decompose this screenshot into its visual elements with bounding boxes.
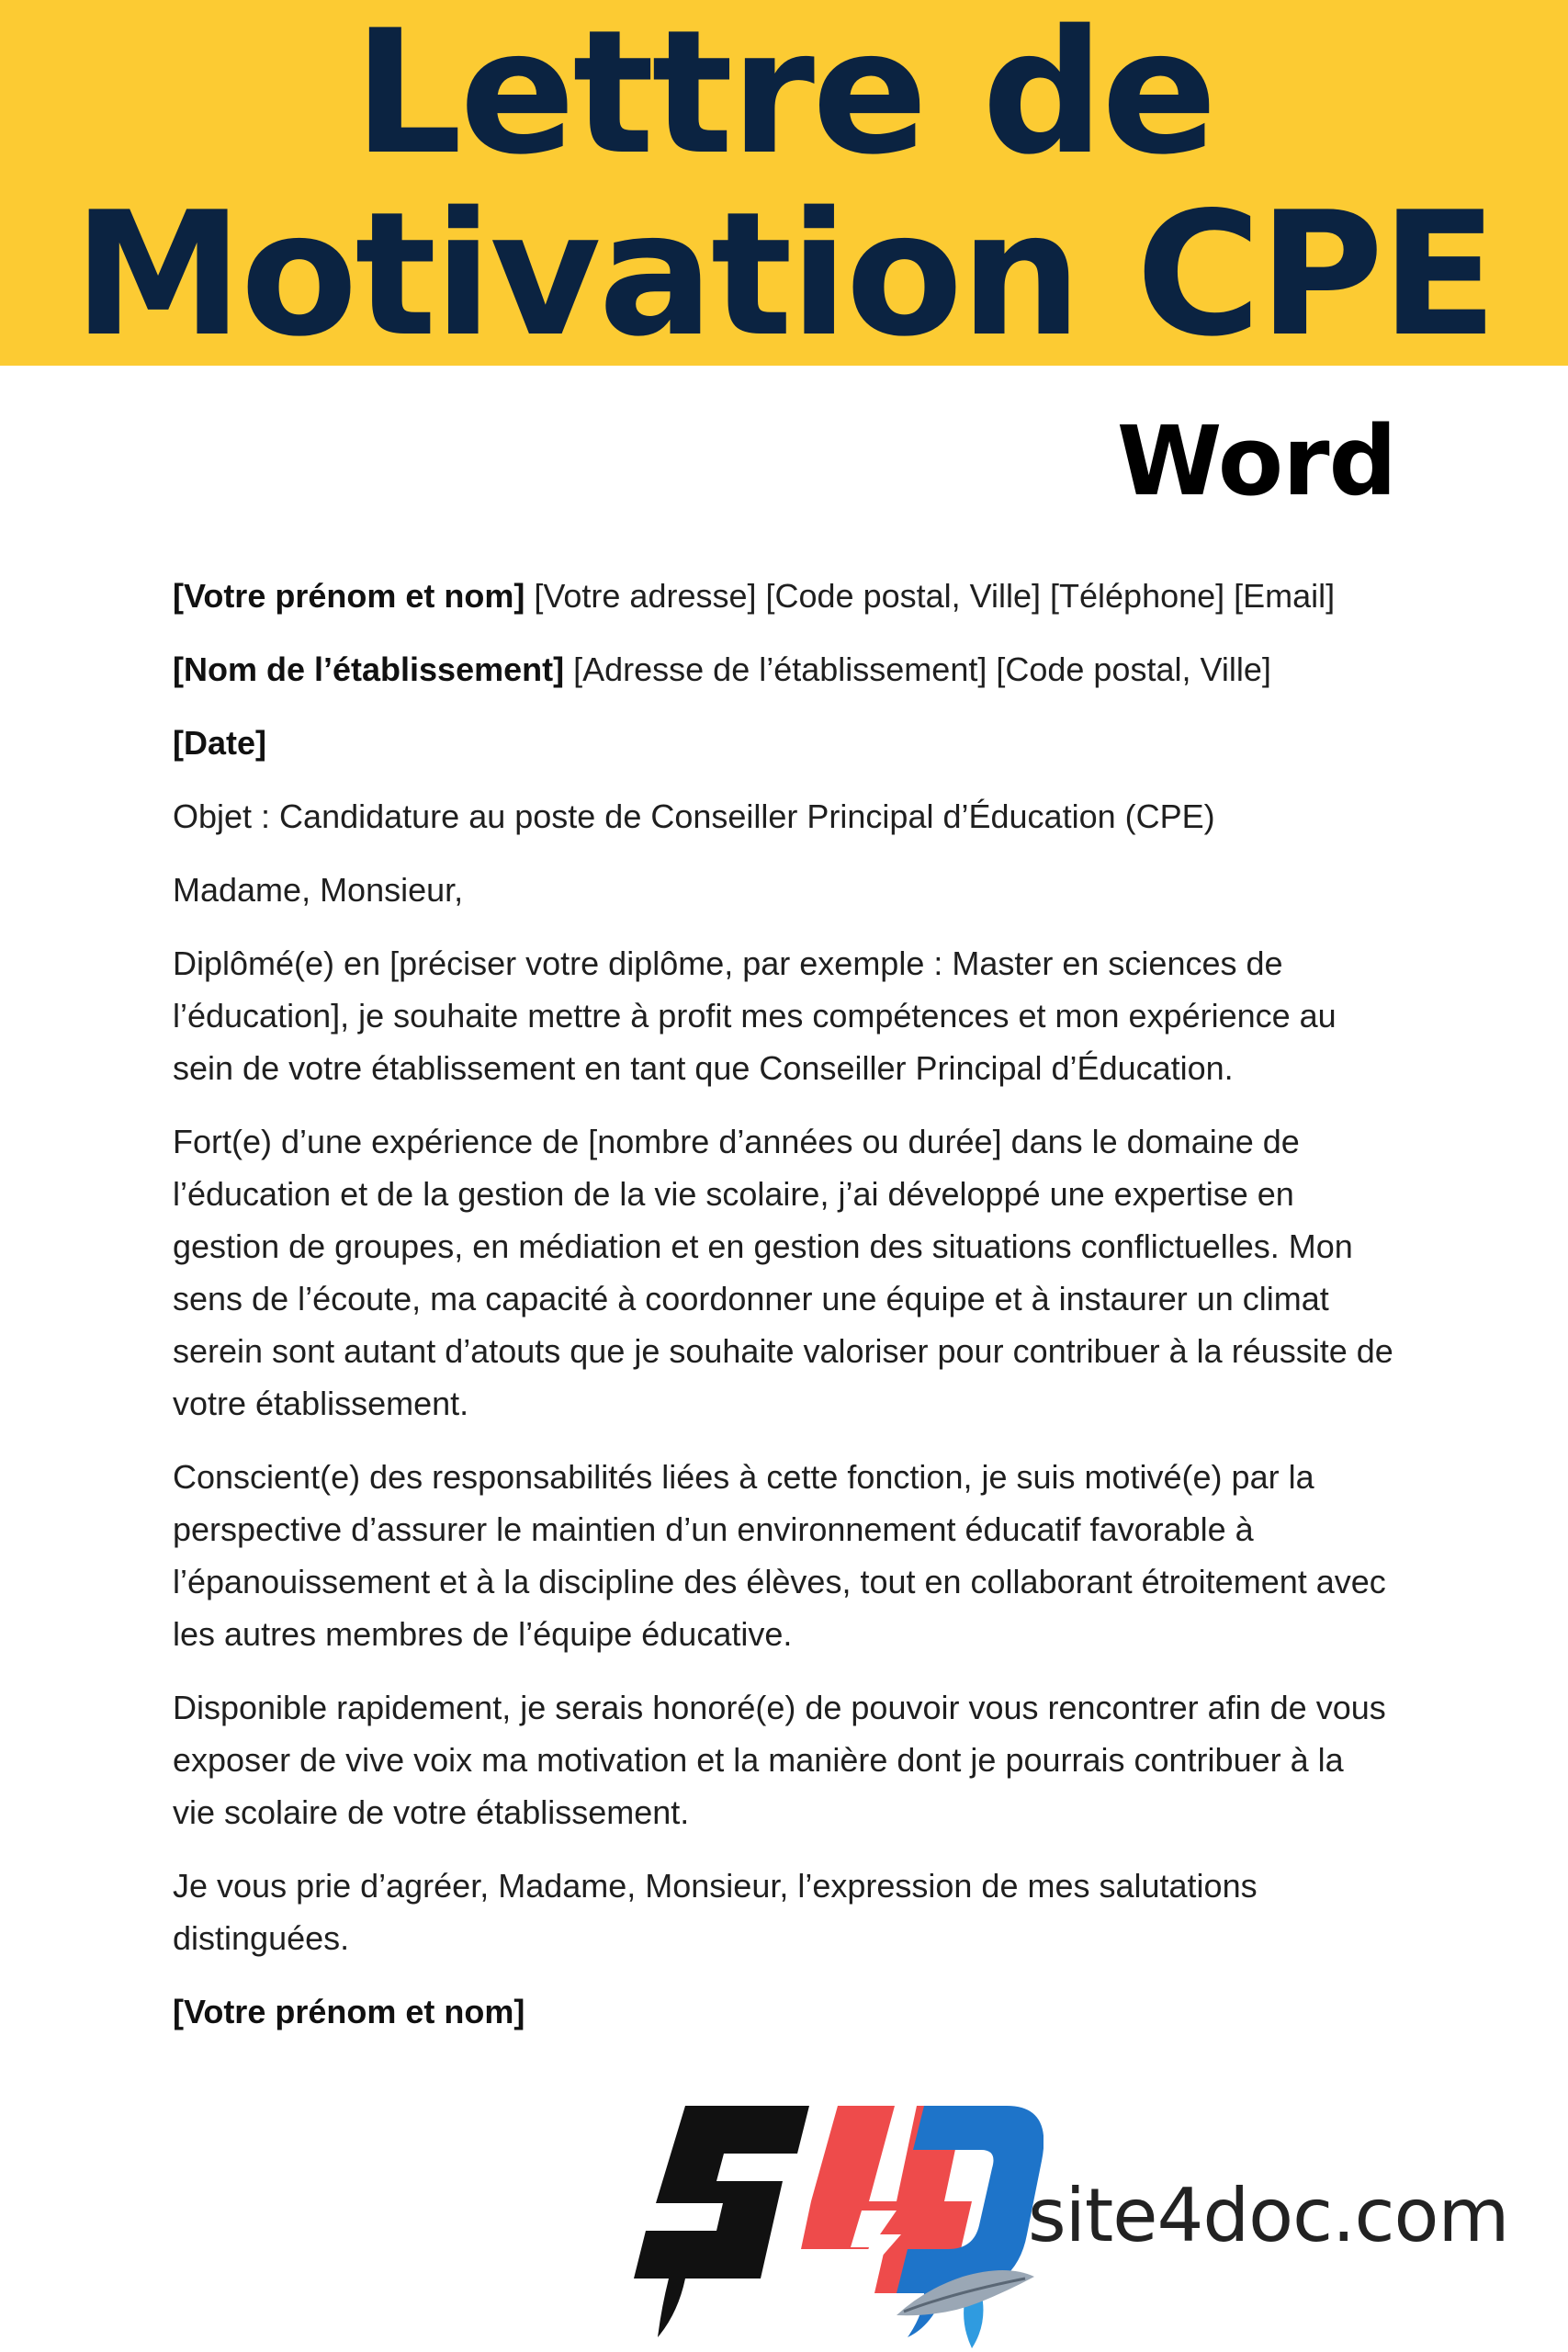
paragraph-3: Conscient(e) des responsabilités liées à cette fonction, je suis motivé(e) par la perspective d’assurer le maintien d’un environnement éducatif favorable à l’épanouissement et à la discipline des élèves, tout en collaborant étroitement avec les autres membres de l’équipe éducative. bbox=[173, 1458, 1386, 1653]
paint-drip-icon bbox=[658, 2278, 685, 2337]
letter-body bbox=[173, 570, 1394, 2059]
page-title bbox=[0, 0, 1568, 374]
sender-name: [Votre prénom et nom] bbox=[173, 577, 525, 615]
date-line bbox=[173, 717, 1394, 769]
paragraph-4: Disponible rapidement, je serais honoré(e) de pouvoir vous rencontrer afin de vous exposer de vive voix ma motivation et la manière dont je pourrais contribuer à la vie scolaire de votre établissement. bbox=[173, 1689, 1386, 1831]
s4d-logo-mark-icon bbox=[621, 2097, 1043, 2352]
sender-line bbox=[173, 570, 1394, 622]
logo-letter-s-icon bbox=[634, 2106, 809, 2278]
recipient-name: [Nom de l’établissement] bbox=[173, 650, 565, 688]
paragraph-2: Fort(e) d’une expérience de [nombre d’années ou durée] dans le domaine de l’éducation et de la gestion de la vie scolaire, j’ai développé une expertise en gestion de groupes, en médiation et en gestion des situations conflictuelles. Mon sens de l’écoute, ma capacité à coordonner une équipe et à instaurer un climat serein sont autant d’atouts que je souhaite valoriser pour contribuer à la réussite de votre établissement. bbox=[173, 1123, 1393, 1422]
date: [Date] bbox=[173, 724, 267, 762]
signature-line bbox=[173, 1985, 1394, 2038]
subject-line: Objet : Candidature au poste de Conseiller Principal d’Éducation (CPE) bbox=[173, 797, 1215, 835]
recipient-line bbox=[173, 643, 1394, 695]
title-banner bbox=[0, 0, 1568, 374]
site-name: site4doc.com bbox=[1028, 2173, 1509, 2258]
paragraph-1: Diplômé(e) en [préciser votre diplôme, par exemple : Master en sciences de l’éducation], je souhaite mettre à profit mes compétences et mon expérience au sein de votre établissement en tant que Conseiller Principal d’Éducation. bbox=[173, 944, 1337, 1087]
site-logo bbox=[621, 2097, 1540, 2352]
format-label: Word bbox=[1116, 405, 1396, 517]
closing: Je vous prie d’agréer, Madame, Monsieur, l’expression de mes salutations distinguées. bbox=[173, 1867, 1258, 1957]
recipient-details: [Adresse de l’établissement] [Code postal, Ville] bbox=[573, 650, 1271, 688]
sender-details: [Votre adresse] [Code postal, Ville] [Téléphone] [Email] bbox=[534, 577, 1336, 615]
page-title-line-2: Motivation CPE bbox=[73, 175, 1495, 374]
signature: [Votre prénom et nom] bbox=[173, 1993, 525, 2030]
salutation: Madame, Monsieur, bbox=[173, 871, 464, 909]
page-title-line-1: Lettre de bbox=[353, 0, 1215, 192]
